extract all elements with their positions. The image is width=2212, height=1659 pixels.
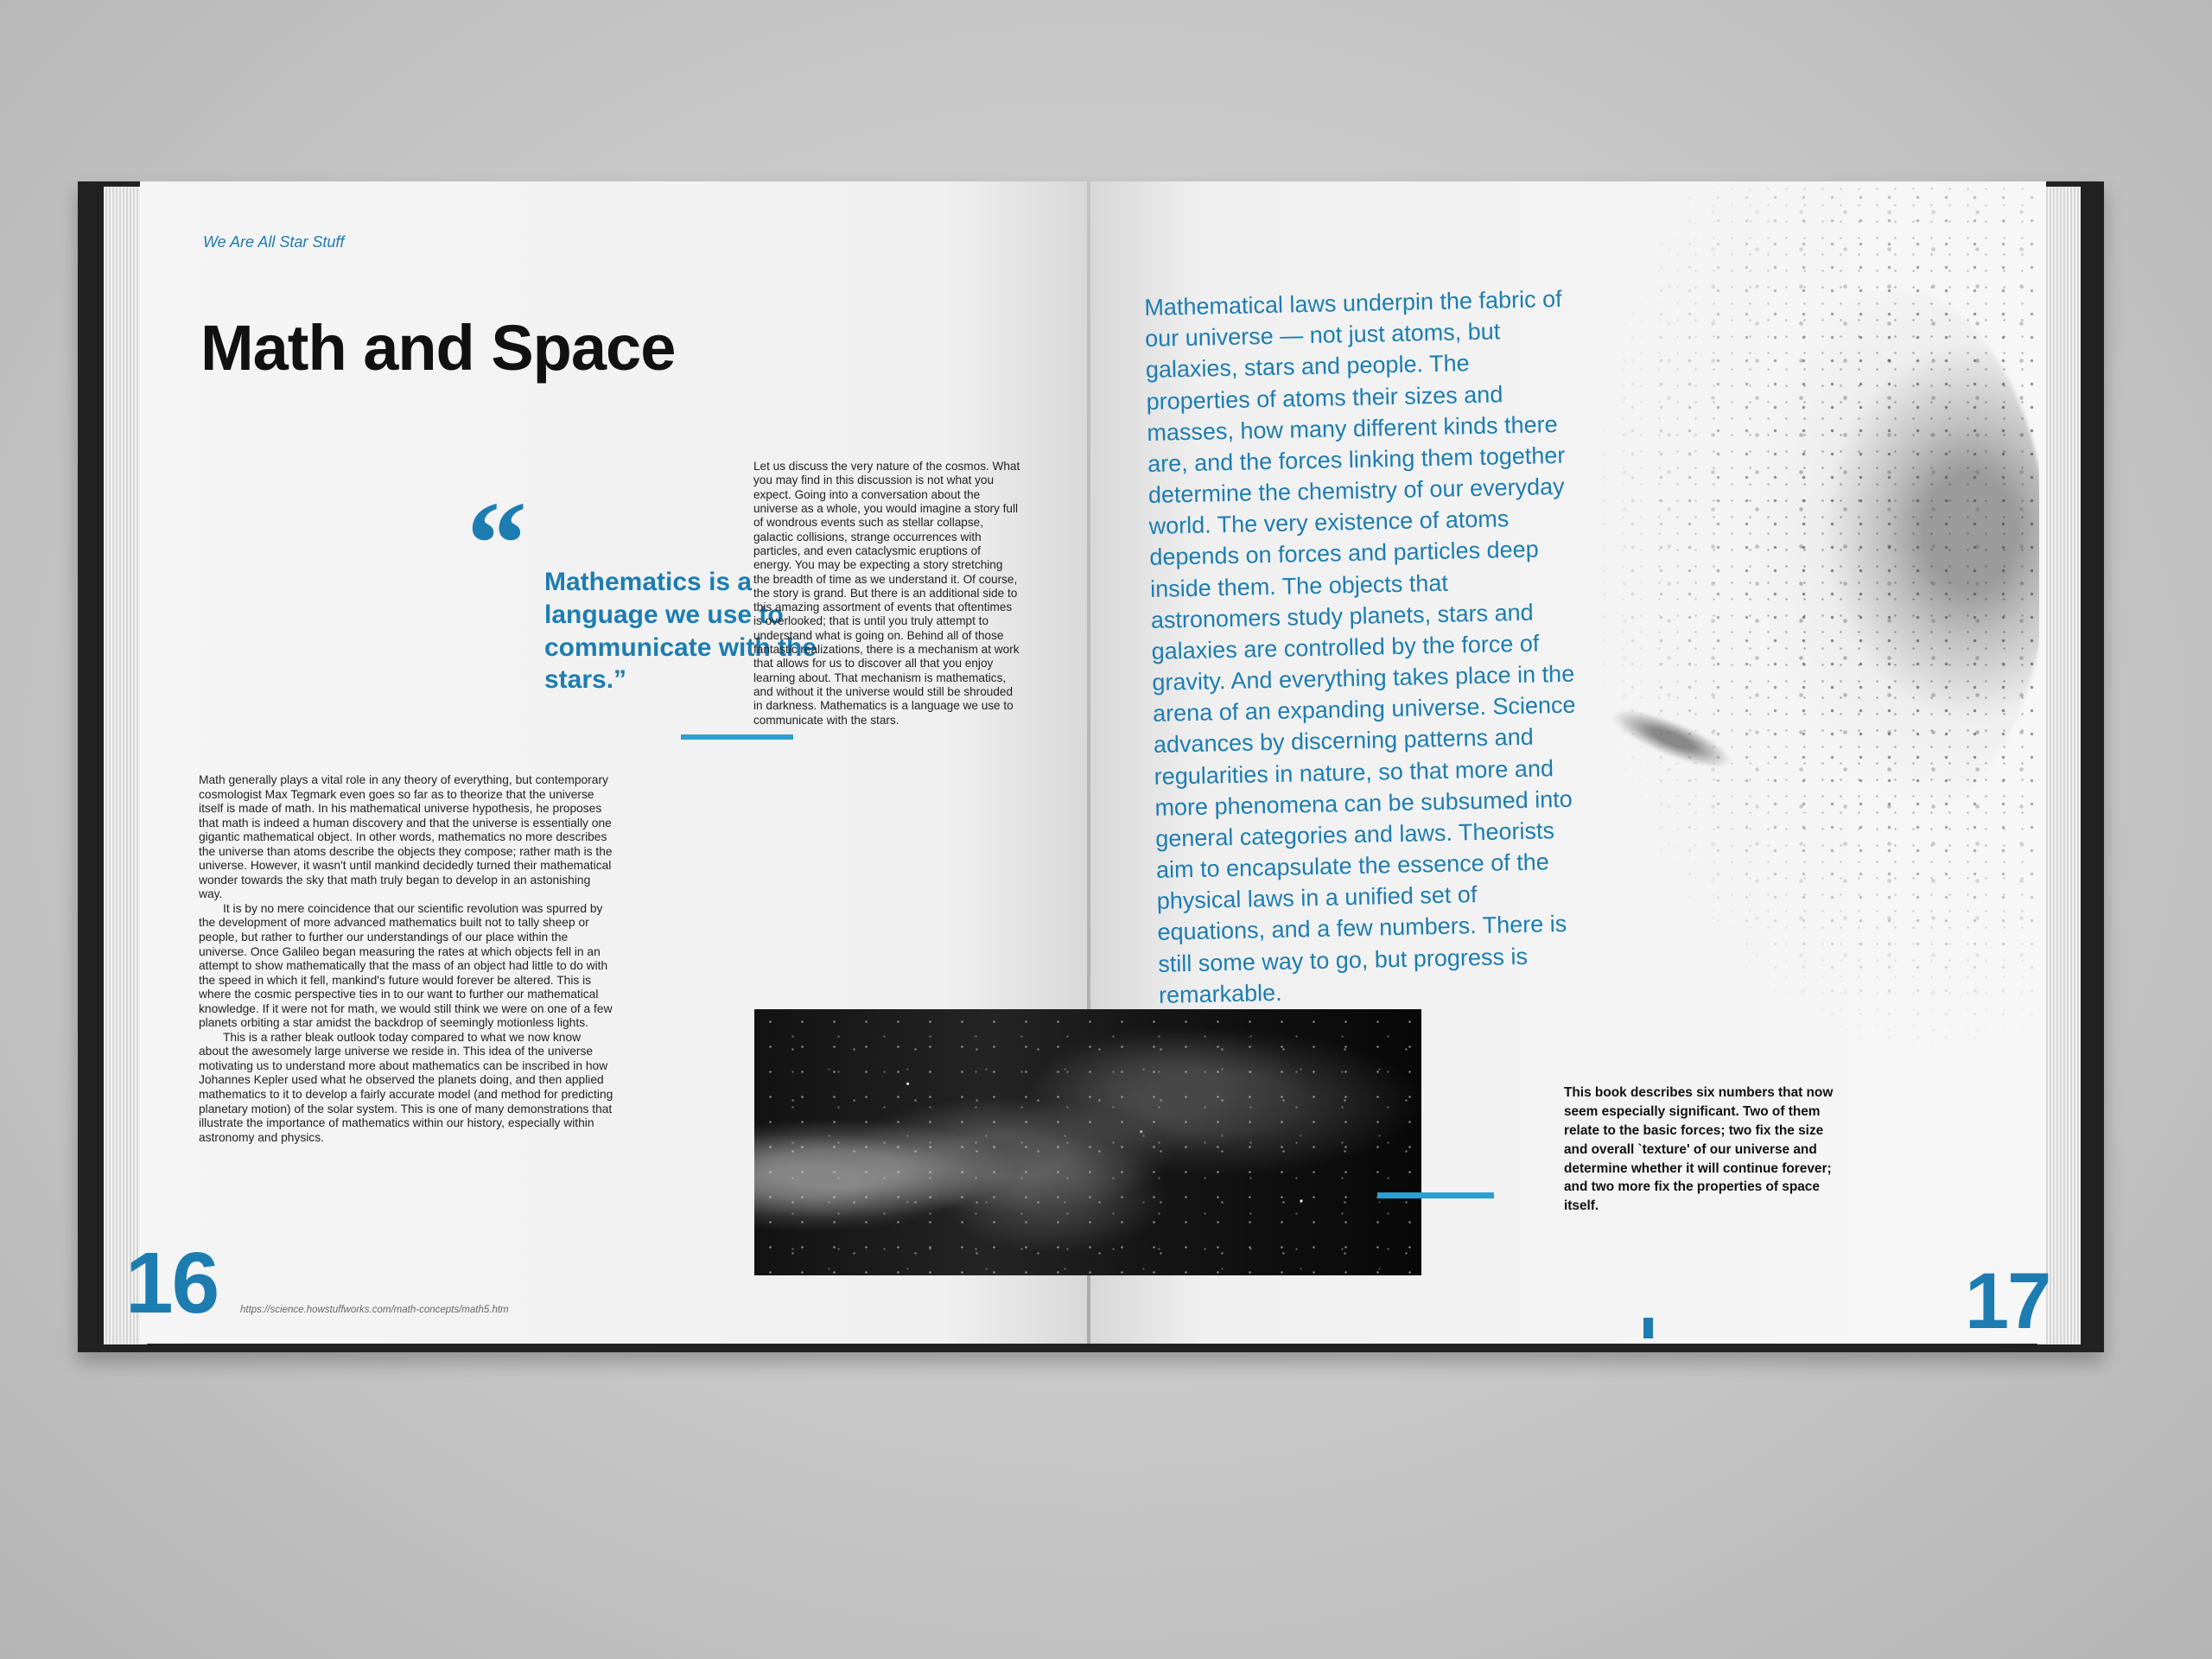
- pull-quote-rule: [681, 734, 793, 740]
- nebula-texture: [754, 1009, 1421, 1275]
- source-url: https://science.howstuffworks.com/math-concepts/math5.htm: [240, 1305, 509, 1315]
- page-number-right: 17: [1965, 1257, 2050, 1345]
- pull-quote: Mathematics is a language we use to communicate with the stars.”: [544, 568, 817, 695]
- running-head: We Are All Star Stuff: [203, 233, 345, 251]
- main-paragraph: This is a rather bleak outlook today compared to what we now know about the awesomely large universe we reside in. This idea of the universe motivating us to understand more about mathematics can be inscribed in how Johannes Kepler used what he observed the planets doing, and then applied mathematics to it to develop a fairly accurate model (and method for predicting planetary motion) of the solar system. This is one of many demonstrations that illustrate the importance of mathematics within our history, especially within astronomy and physics.: [199, 1030, 613, 1144]
- main-paragraph: It is by no mere coincidence that our scientific revolution was spurred by the development of more advanced mathematics built not to tally sheep or people, but rather to further our understandings of our place within the universe. Once Galileo began measuring the rates at which objects fell in an attempt to show mathematically that the mass of an object had little to do with the speed in which it fell, mankind's future would forever be altered. This is where the cosmic perspective ties in to our want to further our mathematical knowledge. If it were not for math, we would still think we were on one of a few planets orbiting a star amidst the backdrop of seemingly motionless lights.: [199, 901, 613, 1030]
- page-marker: [1643, 1318, 1653, 1338]
- page-number-left: 16: [125, 1235, 219, 1332]
- right-page-caption: This book describes six numbers that now seem especially significant. Two of them relate to the basic forces; two fix the size and overall `texture' of our universe and determine whether it will continue forever; and two more fix the properties of space itself.: [1564, 1085, 1834, 1214]
- main-paragraph: Math generally plays a vital role in any theory of everything, but contemporary cosmologist Max Tegmark even goes so far as to theorize that the universe itself is made of math. In his mathematical universe hypothesis, he proposes that math is indeed a human discovery and that the universe is essentially one gigantic mathematical object. In other words, mathematics no more describes the universe than atoms describe the objects they compose; rather math is the universe. However, it wasn't until mankind decidedly turned their mathematical wonder towards the sky that math truly began to develop in an astonishing way.: [199, 773, 613, 901]
- quote-mark: “: [467, 477, 527, 611]
- galaxy-illustration: [1590, 186, 2039, 1050]
- main-column-text: [199, 773, 613, 1145]
- page-title: Math and Space: [200, 312, 676, 384]
- space-photo: [754, 1009, 1421, 1275]
- side-column-text: Let us discuss the very nature of the cosmos. What you may find in this discussion is not what you expect. Going into a conversation about the universe as a whole, you would imagine a story full of wondrous events such as stellar collapse, galactic collisions, strange occurrences with particles, and even cataclysmic eruptions of energy. You may be expecting a story stretching the breadth of time as we understand it. Of course, the story is grand. But there is an additional side to this amazing assortment of events that oftentimes is overlooked; that is until you truly attempt to understand what is going on. Behind all of those fantastic realizations, there is a mechanism at work that allows for us to discover all that you enjoy learning about. That mechanism is mathematics, and without it the universe would still be shrouded in darkness. Mathematics is a language we use to communicate with the stars.: [753, 460, 1020, 727]
- right-page-rule: [1377, 1192, 1494, 1198]
- right-page-body: Mathematical laws underpin the fabric of our universe — not just atoms, but galaxies, stars and people. The properties of atoms their sizes and masses, how many different kinds there are, and the forces linking them together determine the chemistry of our everyday world. The very existence of atoms depends on forces and particles deep inside them. The objects that astronomers study planets, stars and galaxies are controlled by the force of gravity. And everything takes place in the arena of an expanding universe. Science advances by discerning patterns and regularities in nature, so that more and more phenomena can be subsumed into general categories and laws. Theorists aim to encapsulate the essence of the physical laws in a unified set of equations, and a few numbers. There is still some way to go, but progress is remarkable.: [1144, 285, 1576, 1008]
- galaxy-dust: [1590, 186, 2039, 1050]
